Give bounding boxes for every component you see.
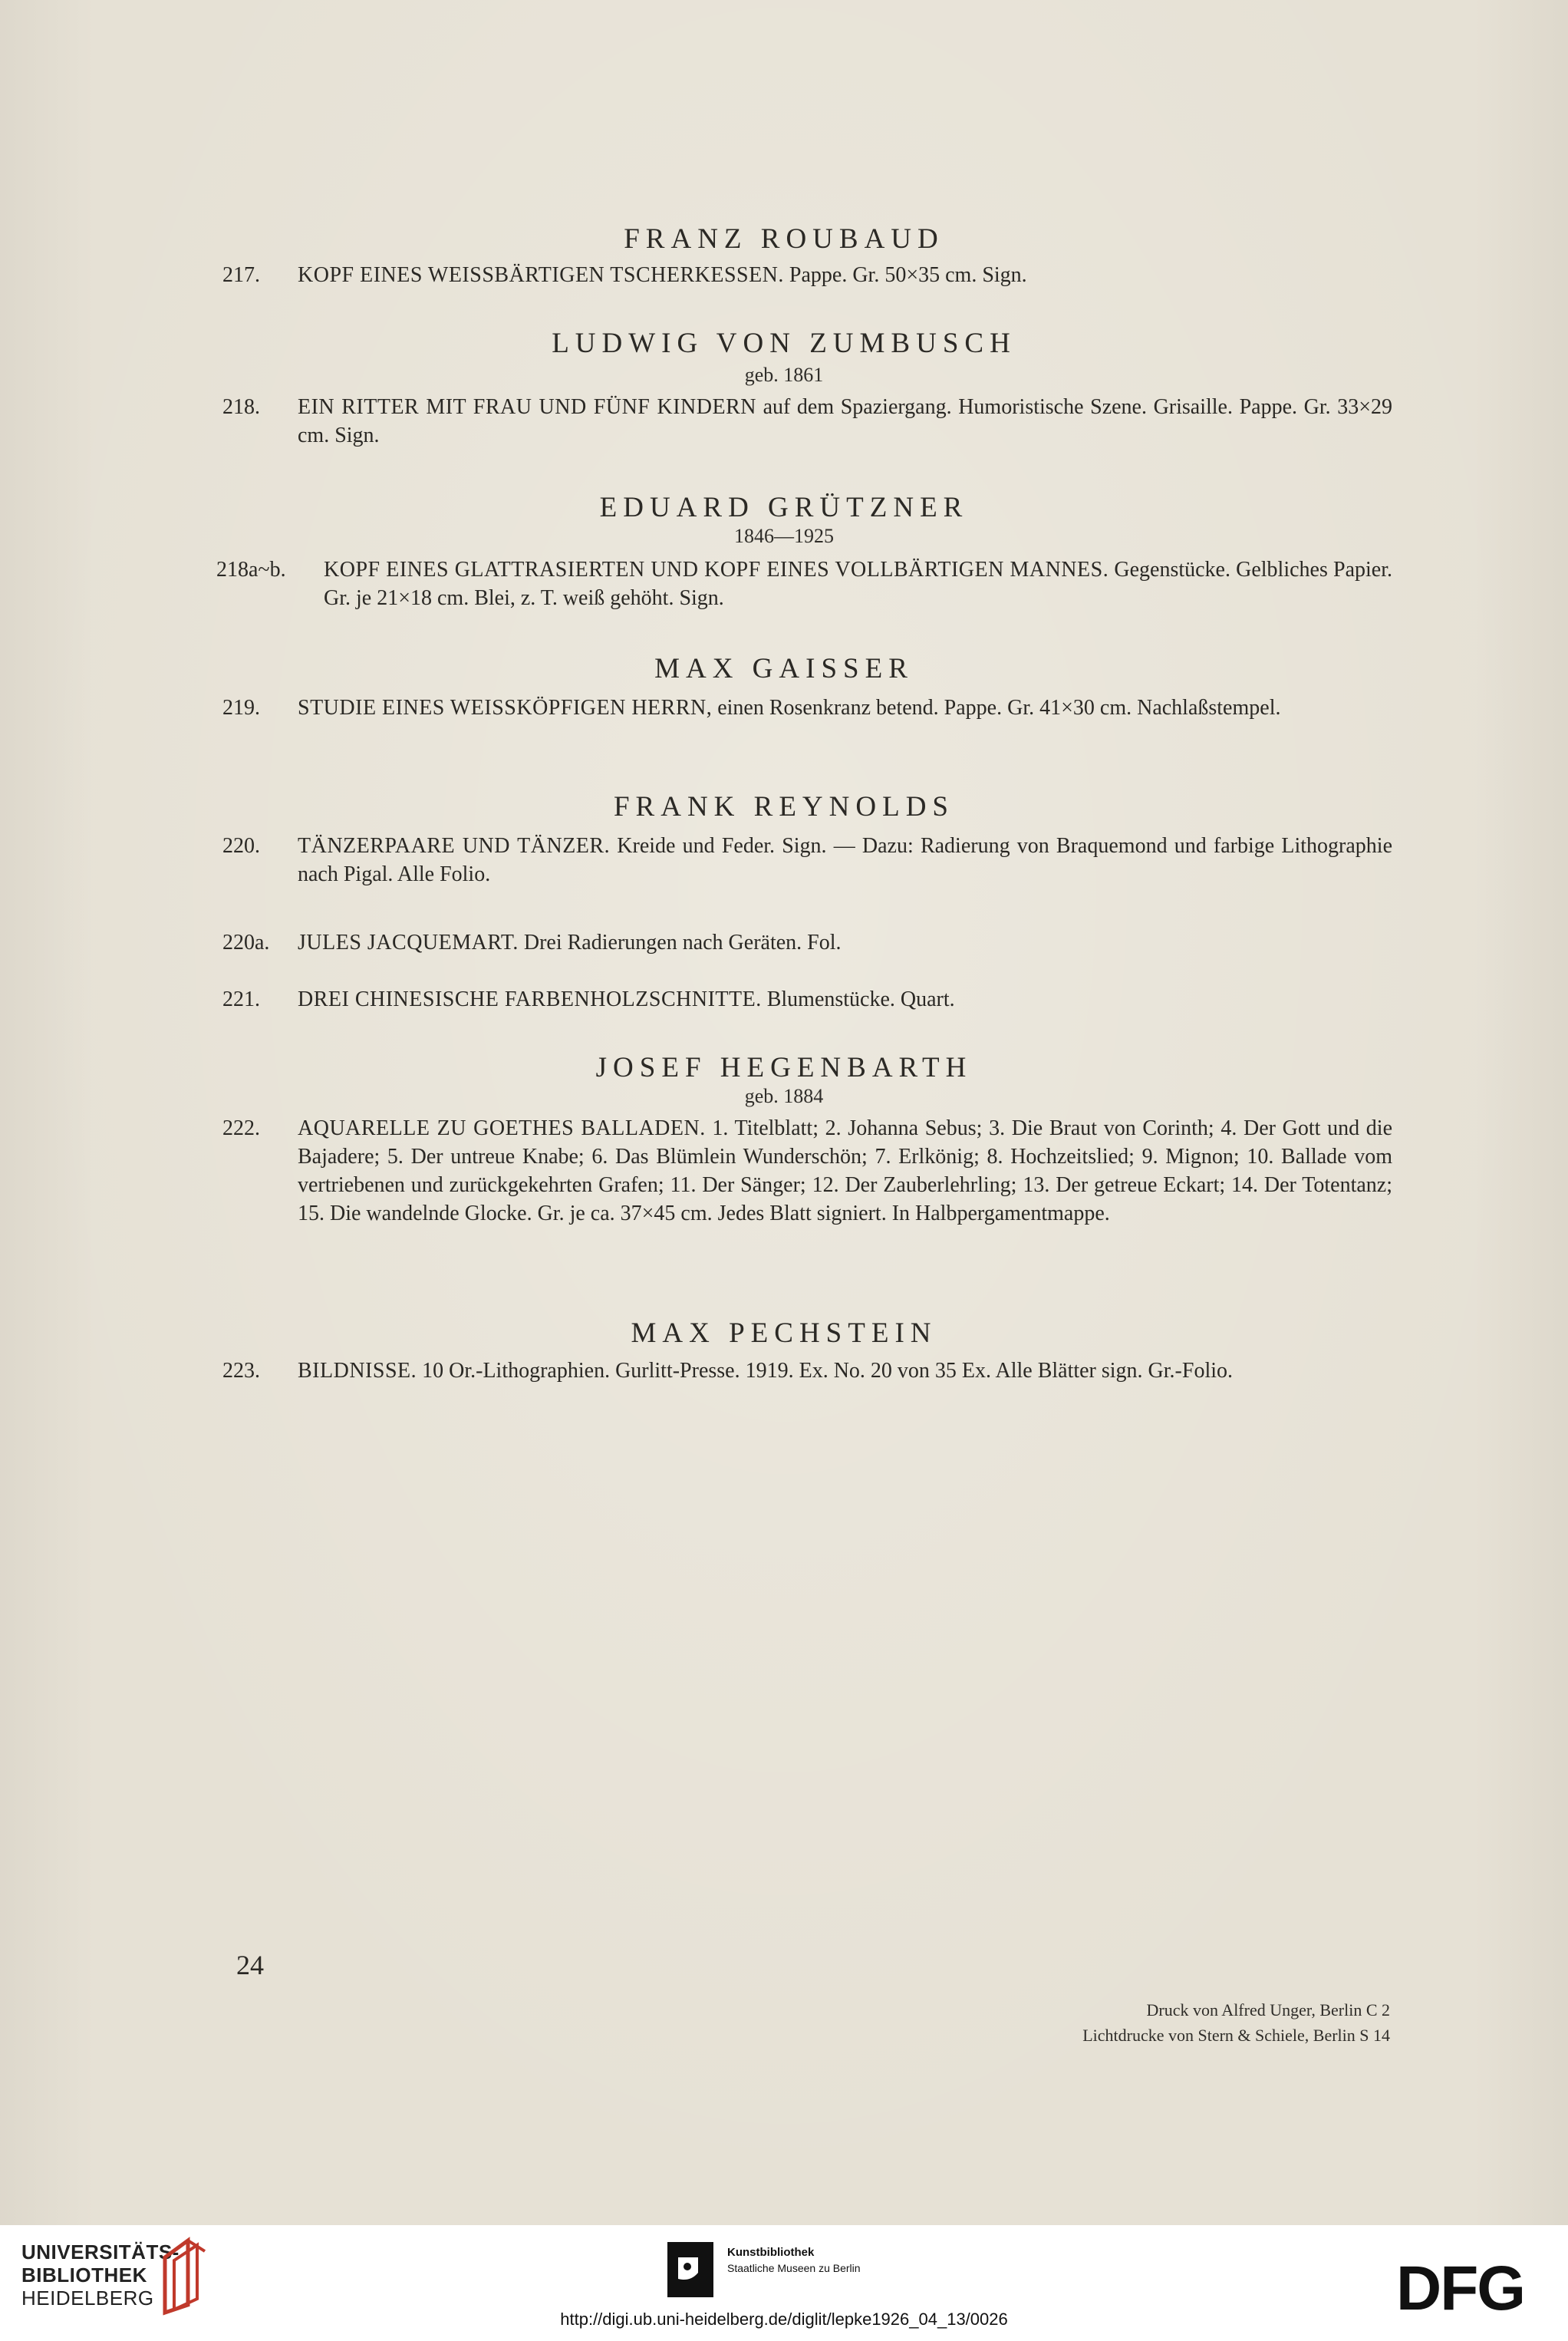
entry-text	[324, 556, 1392, 612]
artist-heading: JOSEF HEGENBARTH	[595, 1052, 973, 1083]
artist-dates: geb. 1861	[744, 364, 824, 386]
university-library-logo[interactable]	[21, 2240, 180, 2310]
entry-title: TÄNZERPAARE UND TÄNZER.	[298, 834, 611, 858]
catalog-entry	[222, 1114, 1392, 1228]
entry-title: EIN RITTER MIT FRAU UND FÜNF KINDERN	[298, 395, 756, 419]
entry-number: 220a.	[222, 931, 270, 955]
catalog-entry	[216, 556, 1392, 612]
printer-imprint	[1082, 1997, 1390, 2048]
entry-description: Drei Radierungen nach Geräten. Fol.	[523, 931, 842, 955]
entry-text	[298, 832, 1392, 889]
entry-description: auf dem Spaziergang. Humoristische Szene. Grisaille. Pappe. Gr. 33×29 cm. Sign.	[298, 395, 1393, 447]
entry-number: 219.	[222, 696, 260, 720]
artist-heading: EDUARD GRÜTZNER	[599, 492, 969, 523]
logo-text: BIBLIOTHEK	[21, 2264, 147, 2287]
logo-text: Staatliche Museen zu Berlin	[727, 2262, 861, 2274]
entry-number: 220.	[222, 834, 260, 858]
entry-title: AQUARELLE ZU GOETHES BALLADEN.	[298, 1116, 706, 1140]
ub-book-mark-icon	[157, 2234, 211, 2319]
entry-description: einen Rosenkranz betend. Pappe. Gr. 41×30 cm. Nachlaßstempel.	[717, 696, 1281, 720]
kunstbibliothek-emblem-icon	[667, 2242, 713, 2297]
entry-title: STUDIE EINES WEISSKÖPFIGEN HERRN,	[298, 696, 713, 720]
entry-number: 218a~b.	[216, 558, 286, 582]
artist-heading: MAX PECHSTEIN	[631, 1317, 937, 1349]
entry-title: KOPF EINES GLATTRASIERTEN UND KOPF EINES VOLLBÄRTIGEN MANNES.	[324, 558, 1109, 582]
entry-number: 217.	[222, 263, 260, 287]
artist-heading: LUDWIG VON ZUMBUSCH	[552, 328, 1016, 359]
entry-text	[298, 261, 1392, 289]
catalog-entry	[222, 393, 1392, 450]
catalog-entry	[222, 832, 1392, 889]
entry-description: Kreide und Feder. Sign. — Dazu: Radierung von Braquemond und farbige Lithographie nach Pigal. Alle Folio.	[298, 834, 1393, 886]
artist-dates: geb. 1884	[744, 1085, 824, 1107]
permalink-url[interactable]: http://digi.ub.uni-heidelberg.de/diglit/lepke1926_04_13/0026	[560, 2310, 1008, 2329]
artist-heading: MAX GAISSER	[654, 653, 914, 684]
entry-description: Pappe. Gr. 50×35 cm. Sign.	[789, 263, 1027, 287]
artist-heading: FRANK REYNOLDS	[613, 791, 954, 823]
catalog-entry	[222, 1357, 1392, 1385]
logo-text: Kunstbibliothek	[727, 2246, 815, 2259]
entry-text	[298, 694, 1392, 722]
entry-description: Gegenstücke. Gelbliches Papier. Gr. je 21×18 cm. Blei, z. T. weiß gehöht. Sign.	[324, 558, 1392, 610]
entry-description: Blumenstücke. Quart.	[766, 988, 955, 1011]
catalog-entry	[222, 985, 1392, 1014]
entry-text	[298, 1114, 1392, 1228]
page-number: 24	[236, 1950, 264, 1980]
imprint-line: Druck von Alfred Unger, Berlin C 2	[1146, 2000, 1390, 2020]
entry-text	[298, 393, 1392, 450]
entry-text	[298, 1357, 1392, 1385]
entry-number: 221.	[222, 988, 260, 1011]
catalog-entry	[222, 694, 1392, 722]
dfg-logo[interactable]: DFG	[1396, 2254, 1525, 2323]
entry-title: DREI CHINESISCHE FARBENHOLZSCHNITTE.	[298, 988, 762, 1011]
entry-number: 223.	[222, 1359, 260, 1383]
entry-description: 1. Titelblatt; 2. Johanna Sebus; 3. Die Braut von Corinth; 4. Der Gott und die Bajadere; 5. Der untreue Knabe; 6. Das Blümlein Wunderschön; 7. Erlkönig; 8. Hochzeitslied; 9. Mignon; 10. Ballade vom vertriebenen und zurückgekehrten Grafen; 11. Der Sänger; 12. Der Zauberlehrling; 13. Der getreue Eckart; 14. Der Totentanz; 15. Die wandelnde Glocke. Gr. je ca. 37×45 cm. Jedes Blatt signiert. In Halbpergamentmappe.	[298, 1116, 1392, 1225]
entry-text	[298, 928, 1392, 957]
entry-title: JULES JACQUEMART.	[298, 931, 519, 955]
entry-title: KOPF EINES WEISSBÄRTIGEN TSCHERKESSEN.	[298, 263, 784, 287]
imprint-line: Lichtdrucke von Stern & Schiele, Berlin S 14	[1082, 2026, 1390, 2045]
logo-text: UNIVERSITÄTS-	[21, 2240, 180, 2264]
entry-number: 222.	[222, 1116, 260, 1140]
kunstbibliothek-text	[727, 2245, 861, 2276]
catalog-entry	[222, 928, 1392, 957]
entry-number: 218.	[222, 395, 260, 419]
logo-text: HEIDELBERG	[21, 2287, 154, 2310]
artist-dates: 1846—1925	[734, 525, 834, 547]
entry-text	[298, 985, 1392, 1014]
artist-heading: FRANZ ROUBAUD	[624, 223, 944, 255]
entry-title: BILDNISSE.	[298, 1359, 417, 1383]
catalog-entry	[222, 261, 1392, 289]
entry-description: 10 Or.-Lithographien. Gurlitt-Presse. 1919. Ex. No. 20 von 35 Ex. Alle Blätter sign. Gr.-Folio.	[422, 1359, 1234, 1383]
